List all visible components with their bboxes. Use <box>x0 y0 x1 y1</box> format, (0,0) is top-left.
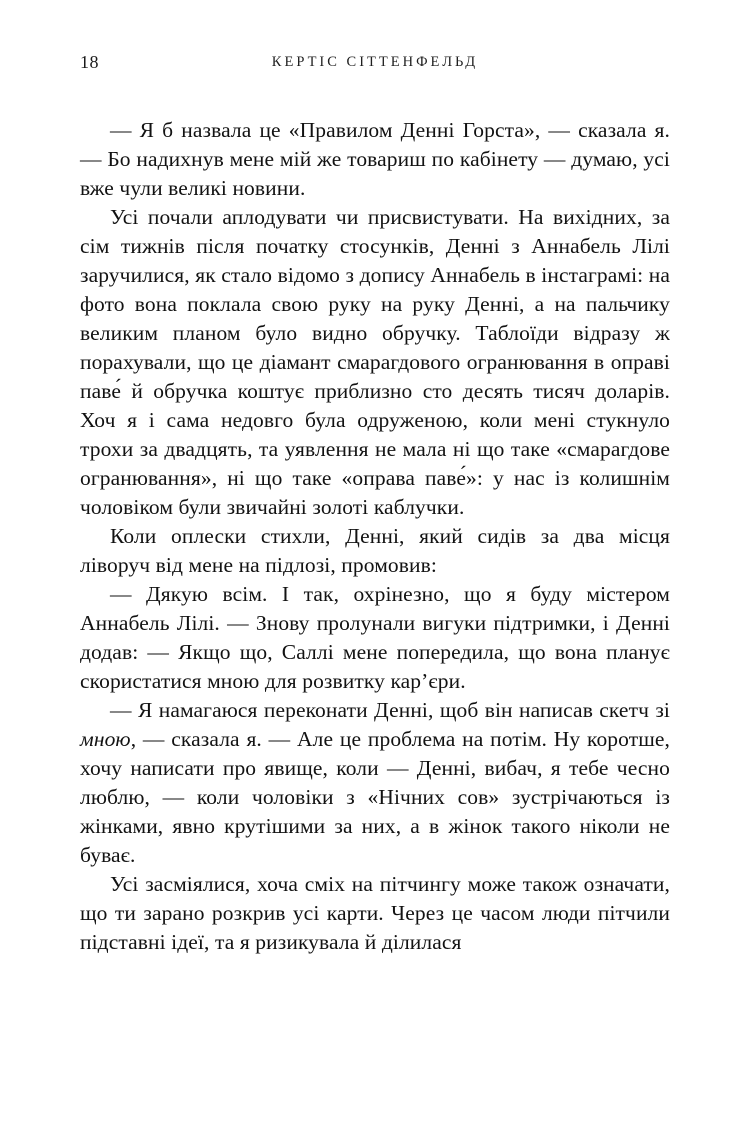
paragraph-6: Усі засміялися, хоча сміх на пітчингу може також означати, що ти зарано розкрив усі карти. Через це часом люди пітчили підставні ідеї, та я ризикувала й ділилася <box>80 872 670 954</box>
running-header: КЕРТІС СІТТЕНФЕЛЬД <box>271 54 479 70</box>
paragraph-4: — Дякую всім. І так, охрінезно, що я буду містером Аннабель Лілі. — Знову пролунали вигуки підтримки, і Денні додав: — Якщо що, Саллі мене попередила, що вона планує скористатися мною для розвитку кар’єри. <box>80 582 670 693</box>
body-text <box>80 116 670 957</box>
paragraph-5 <box>80 696 670 870</box>
paragraph-5-text-before: — Я намагаюся переконати Денні, щоб він написав скетч зі <box>110 698 670 722</box>
paragraph-5-italic-word: мною <box>80 727 131 751</box>
page-header <box>80 52 670 76</box>
paragraph-5-text-after: , — сказала я. — Але це проблема на потім. Ну коротше, хочу написати про явище, коли — Денні, вибач, я тебе чесно люблю, — коли чоловіки з «Нічних сов» зустрічаються із жінками, явно крутішими за них, а в жінок такого ніколи не буває. <box>80 727 670 867</box>
page-number: 18 <box>80 52 99 72</box>
paragraph-3: Коли оплески стихли, Денні, який сидів за два місця ліворуч від мене на підлозі, промовив: <box>80 524 670 577</box>
paragraph-2: Усі почали аплодувати чи присвистувати. На вихідних, за сім тижнів після початку стосунків, Денні з Аннабель Лілі заручилися, як стало відомо з допису Аннабель в інстаграмі: на фото вона поклала свою руку на руку Денні, а на пальчику великим планом було видно обручку. Таблоїди відразу ж порахували, що це діамант смарагдового огранювання в оправі паве́ й обручка коштує приблизно сто десять тисяч доларів. Хоч я і сама недовго була одруженою, коли мені стукнуло трохи за двадцять, та уявлення не мала ні що таке «смарагдове огранювання», ні що таке «оправа паве́»: у нас із колишнім чоловіком були звичайні золоті каблучки. <box>80 205 670 519</box>
paragraph-1: — Я б назвала це «Правилом Денні Горста», — сказала я. — Бо надихнув мене мій же товариш по кабінету — думаю, усі вже чули великі новини. <box>80 118 670 200</box>
